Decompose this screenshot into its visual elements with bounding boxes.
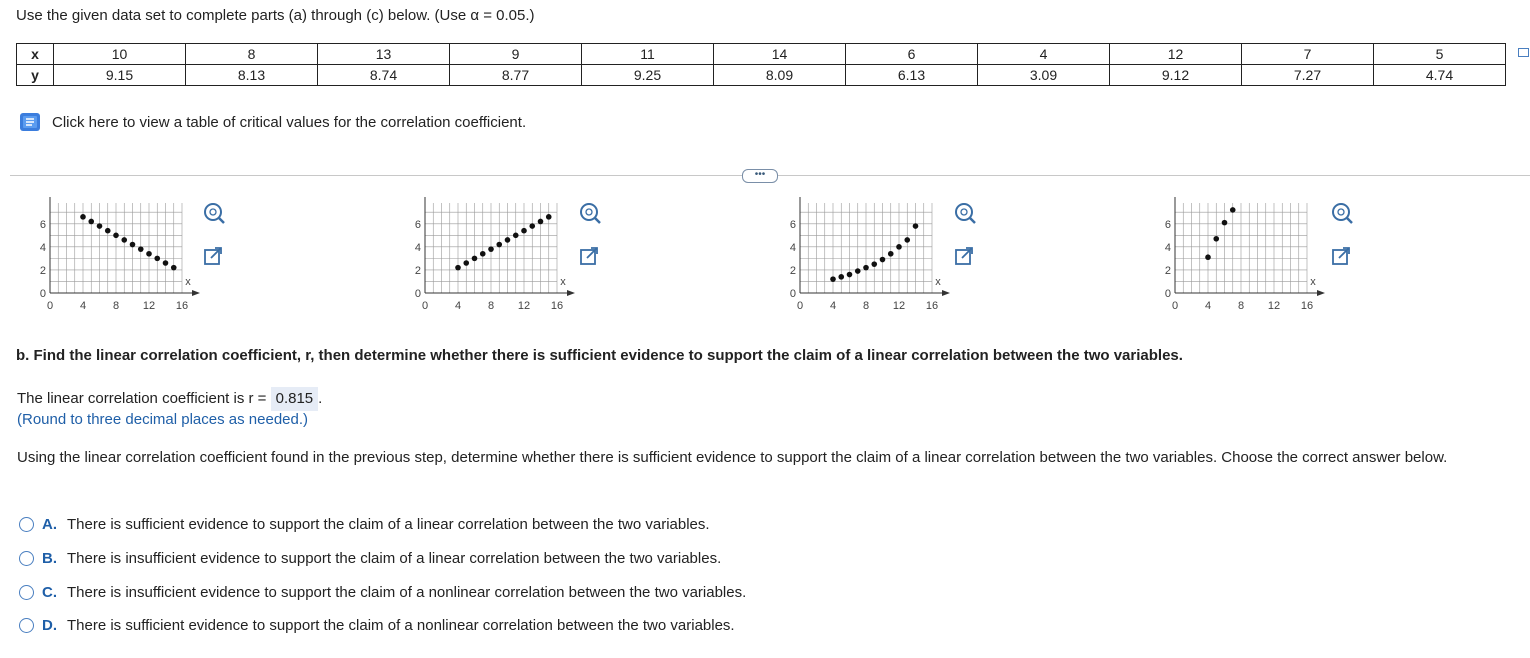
scatter-plot-option-1[interactable] [30,195,200,324]
popout-icon[interactable] [950,242,978,270]
y-header: y [17,65,54,86]
y-tick-label: 6 [39,218,46,231]
x-cell: 14 [714,44,846,65]
option-d[interactable] [19,617,735,634]
scatter-plot-svg [30,195,200,320]
y-tick-label: 6 [414,218,421,231]
x-tick-label: 8 [112,300,120,312]
x-tick-label: 12 [1267,300,1281,312]
data-point [463,260,469,266]
x-cell: 7 [1242,44,1374,65]
x-axis-label: x [560,276,566,288]
scatter-plot-svg [780,195,950,320]
x-axis-arrow [1317,290,1325,296]
x-axis-label: x [185,276,191,288]
x-tick-label: 4 [79,300,87,312]
data-point [496,242,502,248]
x-axis-arrow [942,290,950,296]
y-cell: 8.77 [450,65,582,86]
x-cell: 8 [186,44,318,65]
data-point [97,223,103,229]
x-axis-label: x [935,276,941,288]
y-cell: 8.74 [318,65,450,86]
data-point [838,274,844,280]
data-point [1222,220,1228,226]
critical-values-link-text[interactable]: Click here to view a table of critical values for the correlation coefficient. [52,113,527,131]
x-tick-label: 0 [421,300,429,312]
x-axis-label: x [1310,276,1316,288]
y-tick-label: 4 [789,241,796,254]
round-note: (Round to three decimal places as needed.) [17,411,309,428]
x-cell: 4 [978,44,1110,65]
instructions: Use the given data set to complete parts (a) through (c) below. (Use α = 0.05.) [16,7,535,24]
scatter-plot-option-2[interactable] [405,195,575,324]
option-b[interactable] [19,550,721,567]
data-point [1205,254,1211,260]
y-cell: 7.27 [1242,65,1374,86]
y-tick-label: 2 [414,264,421,277]
data-point [546,214,552,220]
y-tick-label: 4 [39,241,46,254]
data-point [896,244,902,250]
x-cell: 12 [1110,44,1242,65]
r-prefix: The linear correlation coefficient is r = [17,390,267,407]
x-header: x [17,44,54,65]
x-tick-label: 8 [1237,300,1245,312]
y-tick-label: 6 [789,218,796,231]
x-tick-label: 0 [1171,300,1179,312]
popout-icon[interactable] [1327,242,1355,270]
y-cell: 3.09 [978,65,1110,86]
y-tick-label: 2 [39,264,46,277]
data-point [146,251,152,257]
x-tick-label: 16 [175,300,189,312]
question-prompt: Using the linear correlation coefficient found in the previous step, determine whether there is sufficient evidence to support the claim of a linear correlation between the two variables. Choose the correct answer below. [17,449,1448,466]
option-letter: B. [42,550,57,567]
critical-values-link[interactable] [18,111,526,133]
data-point [130,242,136,248]
popout-icon[interactable] [199,242,227,270]
data-point [913,223,919,229]
x-tick-label: 4 [454,300,462,312]
option-letter: C. [42,584,57,601]
x-tick-label: 4 [1204,300,1212,312]
y-tick-label: 4 [1164,241,1171,254]
data-point [163,260,169,266]
x-tick-label: 12 [142,300,156,312]
magnify-icon[interactable] [575,199,603,227]
data-point [455,265,461,271]
option-a[interactable] [19,516,710,533]
data-point [80,214,86,220]
x-cell: 11 [582,44,714,65]
y-tick-label: 4 [414,241,421,254]
scatter-plot-svg [1155,195,1325,320]
x-tick-label: 8 [487,300,495,312]
y-tick-label: 0 [1164,288,1171,300]
data-point [1230,207,1236,213]
data-point [472,256,478,262]
y-tick-label: 6 [1164,218,1171,231]
x-tick-label: 4 [829,300,837,312]
radio-button[interactable] [19,551,34,566]
x-tick-label: 16 [550,300,564,312]
x-row [17,44,1506,65]
data-table [16,43,1506,86]
r-answer-line [17,387,322,411]
data-point [521,228,527,234]
data-point [847,272,853,278]
option-text: There is insufficient evidence to support the claim of a nonlinear correlation between the two variables. [67,584,747,601]
y-cell: 8.09 [714,65,846,86]
option-letter: A. [42,516,57,533]
data-point [871,261,877,267]
data-point [513,233,519,239]
x-cell: 13 [318,44,450,65]
y-row [17,65,1506,86]
y-cell: 4.74 [1374,65,1506,86]
magnify-icon[interactable] [199,199,227,227]
data-point [154,256,160,262]
option-letter: D. [42,617,57,634]
x-cell: 5 [1374,44,1506,65]
magnify-icon[interactable] [950,199,978,227]
magnify-icon[interactable] [1327,199,1355,227]
radio-button[interactable] [19,517,34,532]
scatter-plot-option-4[interactable] [1155,195,1325,324]
data-point [105,228,111,234]
data-point [529,223,535,229]
y-tick-label: 0 [414,288,421,300]
x-tick-label: 0 [46,300,54,312]
r-answer-input[interactable]: 0.815 [271,387,319,411]
x-tick-label: 16 [1300,300,1314,312]
y-tick-label: 0 [789,288,796,300]
data-point [480,251,486,257]
data-point [488,246,494,252]
option-text: There is sufficient evidence to support the claim of a nonlinear correlation between the two variables. [67,617,735,634]
data-point [855,268,861,274]
radio-button[interactable] [19,618,34,633]
x-axis-arrow [192,290,200,296]
data-point [1213,236,1219,242]
data-point [121,237,127,243]
x-cell: 9 [450,44,582,65]
data-point [113,233,119,239]
y-tick-label: 2 [1164,264,1171,277]
x-cell: 10 [54,44,186,65]
data-point [505,237,511,243]
window-icon[interactable] [1518,48,1529,57]
option-text: There is insufficient evidence to support the claim of a linear correlation between the two variables. [67,550,722,567]
x-tick-label: 12 [517,300,531,312]
scatter-plot-svg [405,195,575,320]
x-tick-label: 16 [925,300,939,312]
data-point [138,246,144,252]
data-point [88,219,94,225]
data-point [538,219,544,225]
y-cell: 6.13 [846,65,978,86]
more-button[interactable]: ••• [742,169,778,183]
part-b-question: b. Find the linear correlation coefficient, r, then determine whether there is sufficient evidence to support the claim of a linear correlation between the two variables. [16,347,1183,364]
y-cell: 9.12 [1110,65,1242,86]
data-point [904,237,910,243]
y-tick-label: 2 [789,264,796,277]
x-tick-label: 12 [892,300,906,312]
r-suffix: . [318,390,323,407]
y-tick-label: 0 [39,288,46,300]
radio-button[interactable] [19,585,34,600]
data-point [888,251,894,257]
option-text: There is sufficient evidence to support the claim of a linear correlation between the two variables. [67,516,710,533]
book-icon [18,111,42,133]
x-cell: 6 [846,44,978,65]
data-point [863,265,869,271]
data-point [830,276,836,282]
data-point [171,265,177,271]
x-axis-arrow [567,290,575,296]
popout-icon[interactable] [575,242,603,270]
y-cell: 9.15 [54,65,186,86]
x-tick-label: 8 [862,300,870,312]
data-point [880,257,886,263]
option-c[interactable] [19,584,746,601]
x-tick-label: 0 [796,300,804,312]
y-cell: 8.13 [186,65,318,86]
scatter-plot-option-3[interactable] [780,195,950,324]
y-cell: 9.25 [582,65,714,86]
